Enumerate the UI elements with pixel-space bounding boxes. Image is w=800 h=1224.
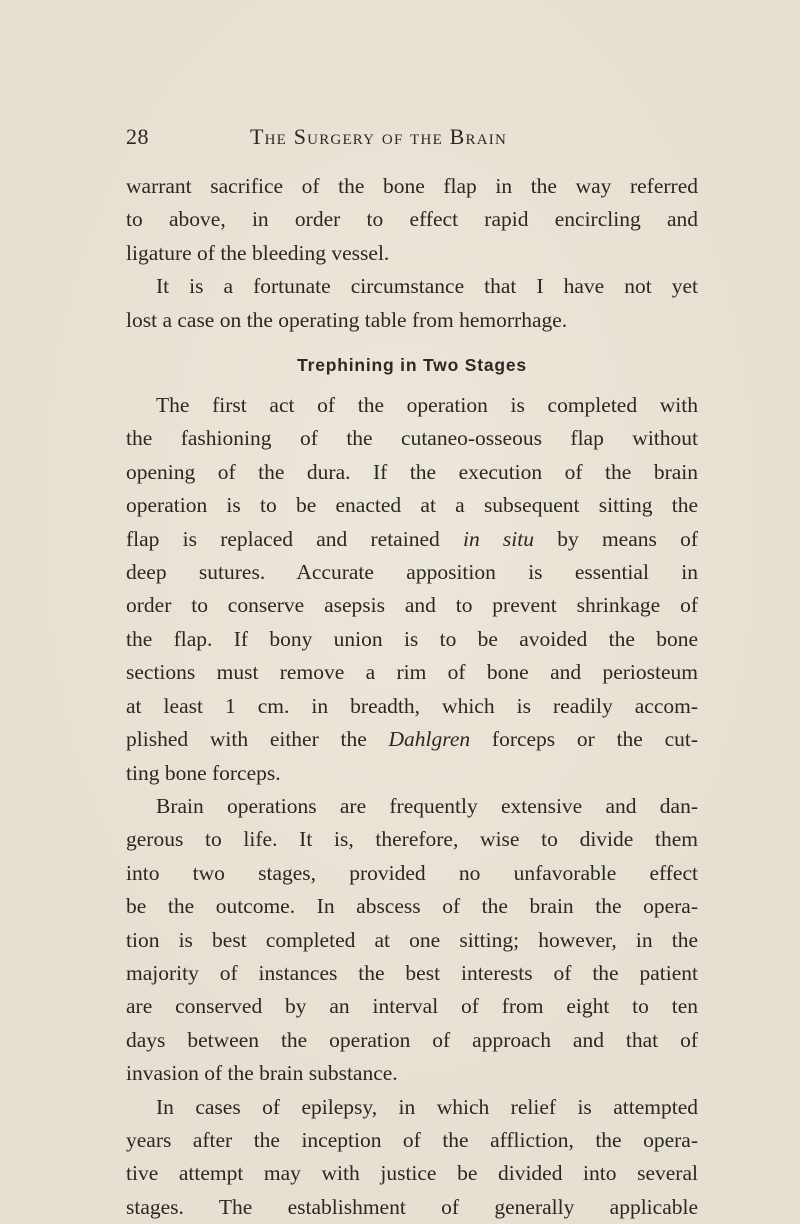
text-fragment: forceps or the cut-: [491, 727, 699, 752]
page-body: [126, 170, 698, 1224]
paragraph-4: [126, 790, 698, 1091]
text-fragment: plished with either the: [126, 727, 367, 752]
text-line: to above, in order to effect rapid encircling and: [126, 207, 698, 232]
text-line: majority of instances the best interests of the patient: [126, 960, 698, 985]
text-line: lost a case on the operating table from hemorrhage.: [126, 307, 568, 332]
text-line: Brain operations are frequently extensive and dan-: [156, 793, 698, 818]
text-line: The first act of the operation is completed with: [156, 393, 698, 418]
text-line: are conserved by an interval of from eight to ten: [126, 994, 698, 1019]
paragraph-2: [126, 270, 698, 337]
text-line: In cases of epilepsy, in which relief is attempted: [156, 1094, 698, 1119]
text-line: ting bone forceps.: [126, 760, 281, 785]
text-line: the fashioning of the cutaneo-osseous flap without: [126, 426, 698, 451]
text-line: at least 1 cm. in breadth, which is readily accom-: [126, 693, 698, 718]
text-line: tion is best completed at one sitting; however, in the: [126, 927, 698, 952]
text-line: deep sutures. Accurate apposition is essential in: [126, 560, 698, 585]
text-line-with-italic: [126, 523, 698, 556]
text-line: into two stages, provided no unfavorable effect: [126, 860, 698, 885]
paragraph-5: [126, 1091, 698, 1224]
text-line: operation is to be enacted at a subsequent sitting the: [126, 493, 698, 518]
running-head: [126, 124, 686, 154]
text-line: It is a fortunate circumstance that I have not yet: [156, 274, 698, 299]
text-fragment: flap is replaced and retained: [126, 526, 440, 551]
text-line: order to conserve asepsis and to prevent shrinkage of: [126, 593, 698, 618]
text-line: gerous to life. It is, therefore, wise to divide them: [126, 827, 698, 852]
text-fragment: by means of: [557, 526, 699, 551]
text-line: warrant sacrifice of the bone flap in the way referred: [126, 174, 698, 198]
paragraph-1: [126, 170, 698, 270]
text-line: tive attempt may with justice be divided into several: [126, 1161, 698, 1186]
page-number: 28: [126, 124, 149, 149]
text-line: the flap. If bony union is to be avoided the bone: [126, 626, 698, 651]
text-line: invasion of the brain substance.: [126, 1061, 398, 1086]
text-line: be the outcome. In abscess of the brain the opera-: [126, 894, 698, 919]
text-line: days between the operation of approach and that of: [126, 1027, 698, 1052]
text-line: ligature of the bleeding vessel.: [126, 240, 390, 265]
paragraph-3: [126, 389, 698, 790]
text-line: stages. The establishment of generally applicable: [126, 1194, 698, 1219]
text-line: opening of the dura. If the execution of the brain: [126, 459, 698, 484]
italic-term: Dahlgren: [388, 727, 471, 752]
text-line-with-italic: [126, 723, 698, 756]
section-heading: Trephining in Two Stages: [297, 355, 527, 376]
text-line: sections must remove a rim of bone and periosteum: [126, 660, 698, 685]
italic-term: in situ: [462, 526, 534, 551]
text-line: years after the inception of the affliction, the opera-: [126, 1127, 698, 1152]
running-title: The Surgery of the Brain: [250, 124, 507, 149]
